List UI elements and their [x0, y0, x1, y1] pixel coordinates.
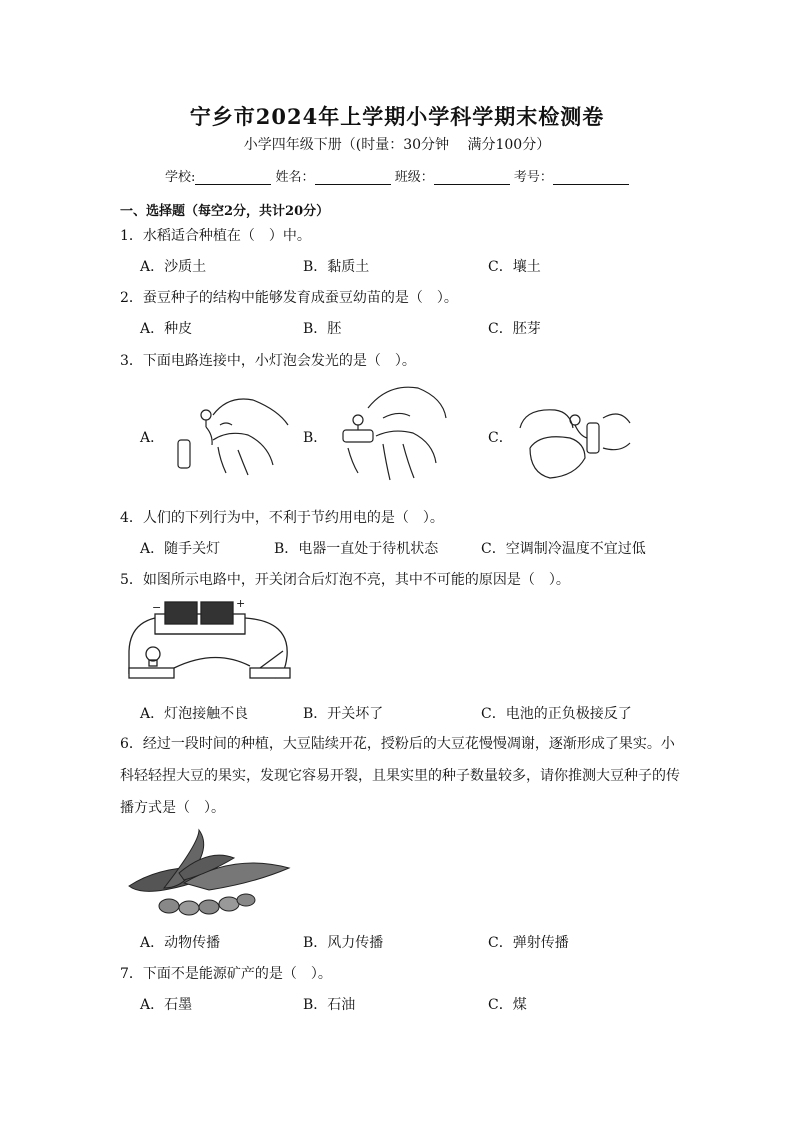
- question-4-option-c[interactable]: C．空调制冷温度不宜过低: [481, 541, 646, 557]
- question-6-stem: 6．经过一段时间的种植，大豆陆续开花，授粉后的大豆花慢慢凋谢，逐渐形成了果实。小科轻轻捏大豆的果实，发现它容易开裂，且果实里的种子数量较多，请你推测大豆种子的传播方式是（ ）。: [120, 736, 680, 816]
- question-3-option-c[interactable]: C．: [488, 430, 513, 446]
- name-field[interactable]: [315, 170, 391, 185]
- class-field[interactable]: [434, 170, 510, 185]
- question-4-option-b[interactable]: B．电器一直处于待机状态: [274, 541, 439, 557]
- circuit-sketch-b: [328, 378, 448, 483]
- question-2-stem: 2．蚕豆种子的结构中能够发育成蚕豆幼苗的是（ ）。: [120, 290, 458, 306]
- exam-number-field[interactable]: [553, 170, 629, 185]
- question-5-option-a[interactable]: A．灯泡接触不良: [140, 706, 249, 722]
- question-7-option-b[interactable]: B．石油: [303, 997, 356, 1013]
- name-label: 姓名：: [275, 170, 315, 185]
- section-heading: 一、选择题（每空2分，共计20分）: [120, 204, 330, 219]
- question-6-option-c[interactable]: C．弹射传播: [488, 935, 569, 951]
- question-2-option-b[interactable]: B．胚: [303, 321, 342, 337]
- question-5-option-b[interactable]: B．开关坏了: [303, 706, 384, 722]
- question-5-stem: 5．如图所示电路中，开关闭合后灯泡不亮，其中不可能的原因是（ ）。: [120, 572, 570, 588]
- question-7-option-a[interactable]: A．石墨: [140, 997, 193, 1013]
- circuit-sketch-a: [168, 385, 293, 480]
- question-4-stem: 4．人们的下列行为中，不利于节约用电的是（ ）。: [120, 510, 444, 526]
- question-3-option-b[interactable]: B．: [303, 430, 328, 446]
- school-label: 学校:: [165, 170, 196, 185]
- question-7-stem: 7．下面不是能源矿产的是（ ）。: [120, 966, 332, 982]
- question-1-option-c[interactable]: C．壤土: [488, 259, 541, 275]
- class-label: 班级：: [394, 170, 434, 185]
- question-2-option-c[interactable]: C．胚芽: [488, 321, 541, 337]
- page-subtitle: 小学四年级下册（(时量：30分钟 满分100分）: [243, 137, 551, 153]
- battery-minus-label: −: [152, 601, 162, 614]
- question-4-option-a[interactable]: A．随手关灯: [140, 541, 221, 557]
- exam-number-label: 考号：: [513, 170, 553, 185]
- question-1-option-a[interactable]: A．沙质土: [140, 259, 207, 275]
- school-field[interactable]: [195, 170, 271, 185]
- question-7-option-c[interactable]: C．煤: [488, 997, 527, 1013]
- question-3-option-a[interactable]: A．: [140, 430, 165, 446]
- circuit-sketch-c: [515, 398, 635, 483]
- question-1-stem: 1．水稻适合种植在（ ）中。: [120, 228, 311, 244]
- question-6-option-b[interactable]: B．风力传播: [303, 935, 384, 951]
- circuit-diagram-q5: [125, 596, 295, 691]
- question-1-option-b[interactable]: B．黏质土: [303, 259, 370, 275]
- page-title: 宁乡市2024年上学期小学科学期末检测卷: [189, 104, 605, 129]
- question-3-stem: 3．下面电路连接中，小灯泡会发光的是（ ）。: [120, 353, 416, 369]
- student-info-fields: [165, 166, 629, 185]
- question-6-option-a[interactable]: A．动物传播: [140, 935, 221, 951]
- question-5-option-c[interactable]: C．电池的正负极接反了: [481, 706, 632, 722]
- battery-plus-label: +: [236, 597, 246, 610]
- soybean-pods-image: [124, 828, 294, 918]
- question-2-option-a[interactable]: A．种皮: [140, 321, 193, 337]
